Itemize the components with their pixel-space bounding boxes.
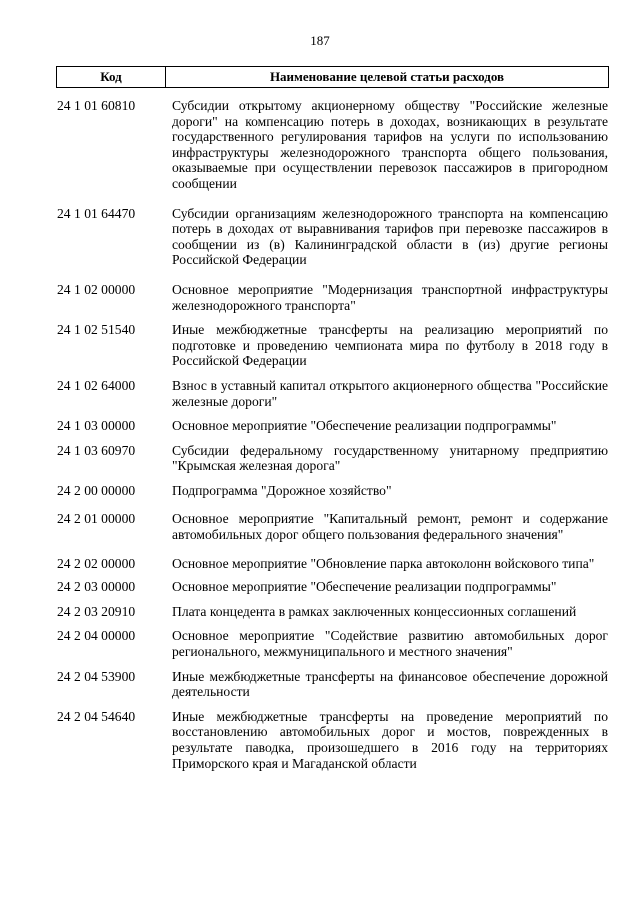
row-name: Основное мероприятие "Модернизация транспортной инфраструктуры железнодорожного транспорта" (172, 281, 608, 313)
row-name: Основное мероприятие "Обеспечение реализации подпрограммы" (172, 579, 557, 595)
header-name: Наименование целевой статьи расходов (269, 69, 505, 84)
table-header (56, 66, 609, 88)
row-code: 24 2 03 20910 (57, 603, 136, 619)
table-row (56, 322, 609, 369)
table-row (56, 378, 609, 409)
row-code: 24 2 04 53900 (57, 668, 136, 684)
table-row (56, 206, 609, 268)
table-row (56, 418, 609, 434)
table-row (56, 669, 609, 700)
row-code: 24 2 02 00000 (57, 555, 136, 571)
row-code: 24 1 03 60970 (57, 442, 136, 458)
row-name: Плата концедента в рамках заключенных концессионных соглашений (172, 603, 577, 619)
table-body (56, 98, 609, 771)
row-name: Основное мероприятие "Обновление парка автоколонн войскового типа" (172, 555, 595, 571)
row-code: 24 1 01 64470 (57, 205, 136, 221)
row-code: 24 2 03 00000 (57, 579, 136, 595)
table-row (56, 709, 609, 771)
row-code: 24 2 00 00000 (57, 482, 136, 498)
row-name: Взнос в уставный капитал открытого акционерного общества "Российские железные дороги" (172, 377, 608, 409)
row-code: 24 1 02 00000 (57, 281, 136, 297)
row-name: Субсидии открытому акционерному обществу "Российские железные дороги" на компенсацию потерь в доходах, возникающих в результате государственного регулирования тарифов на услуги по использованию инфраструктуры железнодорожного транспорта общего пользования, оказываемые при осуществлении перевозок пассажиров в пригородном сообщении (172, 98, 608, 191)
page-number: 187 (310, 33, 330, 48)
table-row (56, 579, 609, 595)
row-code: 24 1 02 51540 (57, 322, 136, 338)
row-name: Подпрограмма "Дорожное хозяйство" (172, 482, 392, 498)
row-name: Иные межбюджетные трансферты на финансовое обеспечение дорожной деятельности (172, 668, 608, 700)
table-row (56, 282, 609, 313)
table-row (56, 98, 609, 192)
table-row (56, 556, 609, 572)
row-code: 24 1 02 64000 (57, 377, 136, 393)
row-code: 24 1 01 60810 (57, 98, 136, 113)
table-row (56, 511, 609, 542)
row-name: Субсидии федеральному государственному унитарному предприятию "Крымская железная дорога" (172, 442, 608, 474)
row-name: Основное мероприятие "Обеспечение реализации подпрограммы" (172, 418, 557, 434)
row-code: 24 2 04 00000 (57, 628, 136, 644)
row-name: Иные межбюджетные трансферты на проведение мероприятий по восстановлению автомобильных дорог и мостов, поврежденных в результате паводка, произошедшего в 2016 году на территориях Приморского края и Магаданской области (172, 708, 608, 771)
row-name: Субсидии организациям железнодорожного транспорта на компенсацию потерь в доходах от выравнивания тарифов при перевозке пассажиров в сообщении из (в) Калининградской области в (из) другие регионы Российской Федерации (172, 205, 608, 268)
row-code: 24 2 04 54640 (57, 708, 136, 724)
budget-table (56, 66, 609, 780)
row-code: 24 2 01 00000 (57, 511, 136, 527)
table-row (56, 628, 609, 659)
table-row (56, 604, 609, 620)
header-code: Код (57, 67, 166, 87)
row-name: Основное мероприятие "Содействие развитию автомобильных дорог регионального, межмуниципального и местного значения" (172, 628, 608, 660)
row-code: 24 1 03 00000 (57, 418, 136, 434)
row-name: Основное мероприятие "Капитальный ремонт, ремонт и содержание автомобильных дорог общего пользования федерального значения" (172, 511, 608, 543)
table-row (56, 443, 609, 474)
row-name: Иные межбюджетные трансферты на реализацию мероприятий по подготовке и проведению чемпионата мира по футболу в 2018 году в Российской Федерации (172, 322, 608, 369)
table-row (56, 483, 609, 499)
